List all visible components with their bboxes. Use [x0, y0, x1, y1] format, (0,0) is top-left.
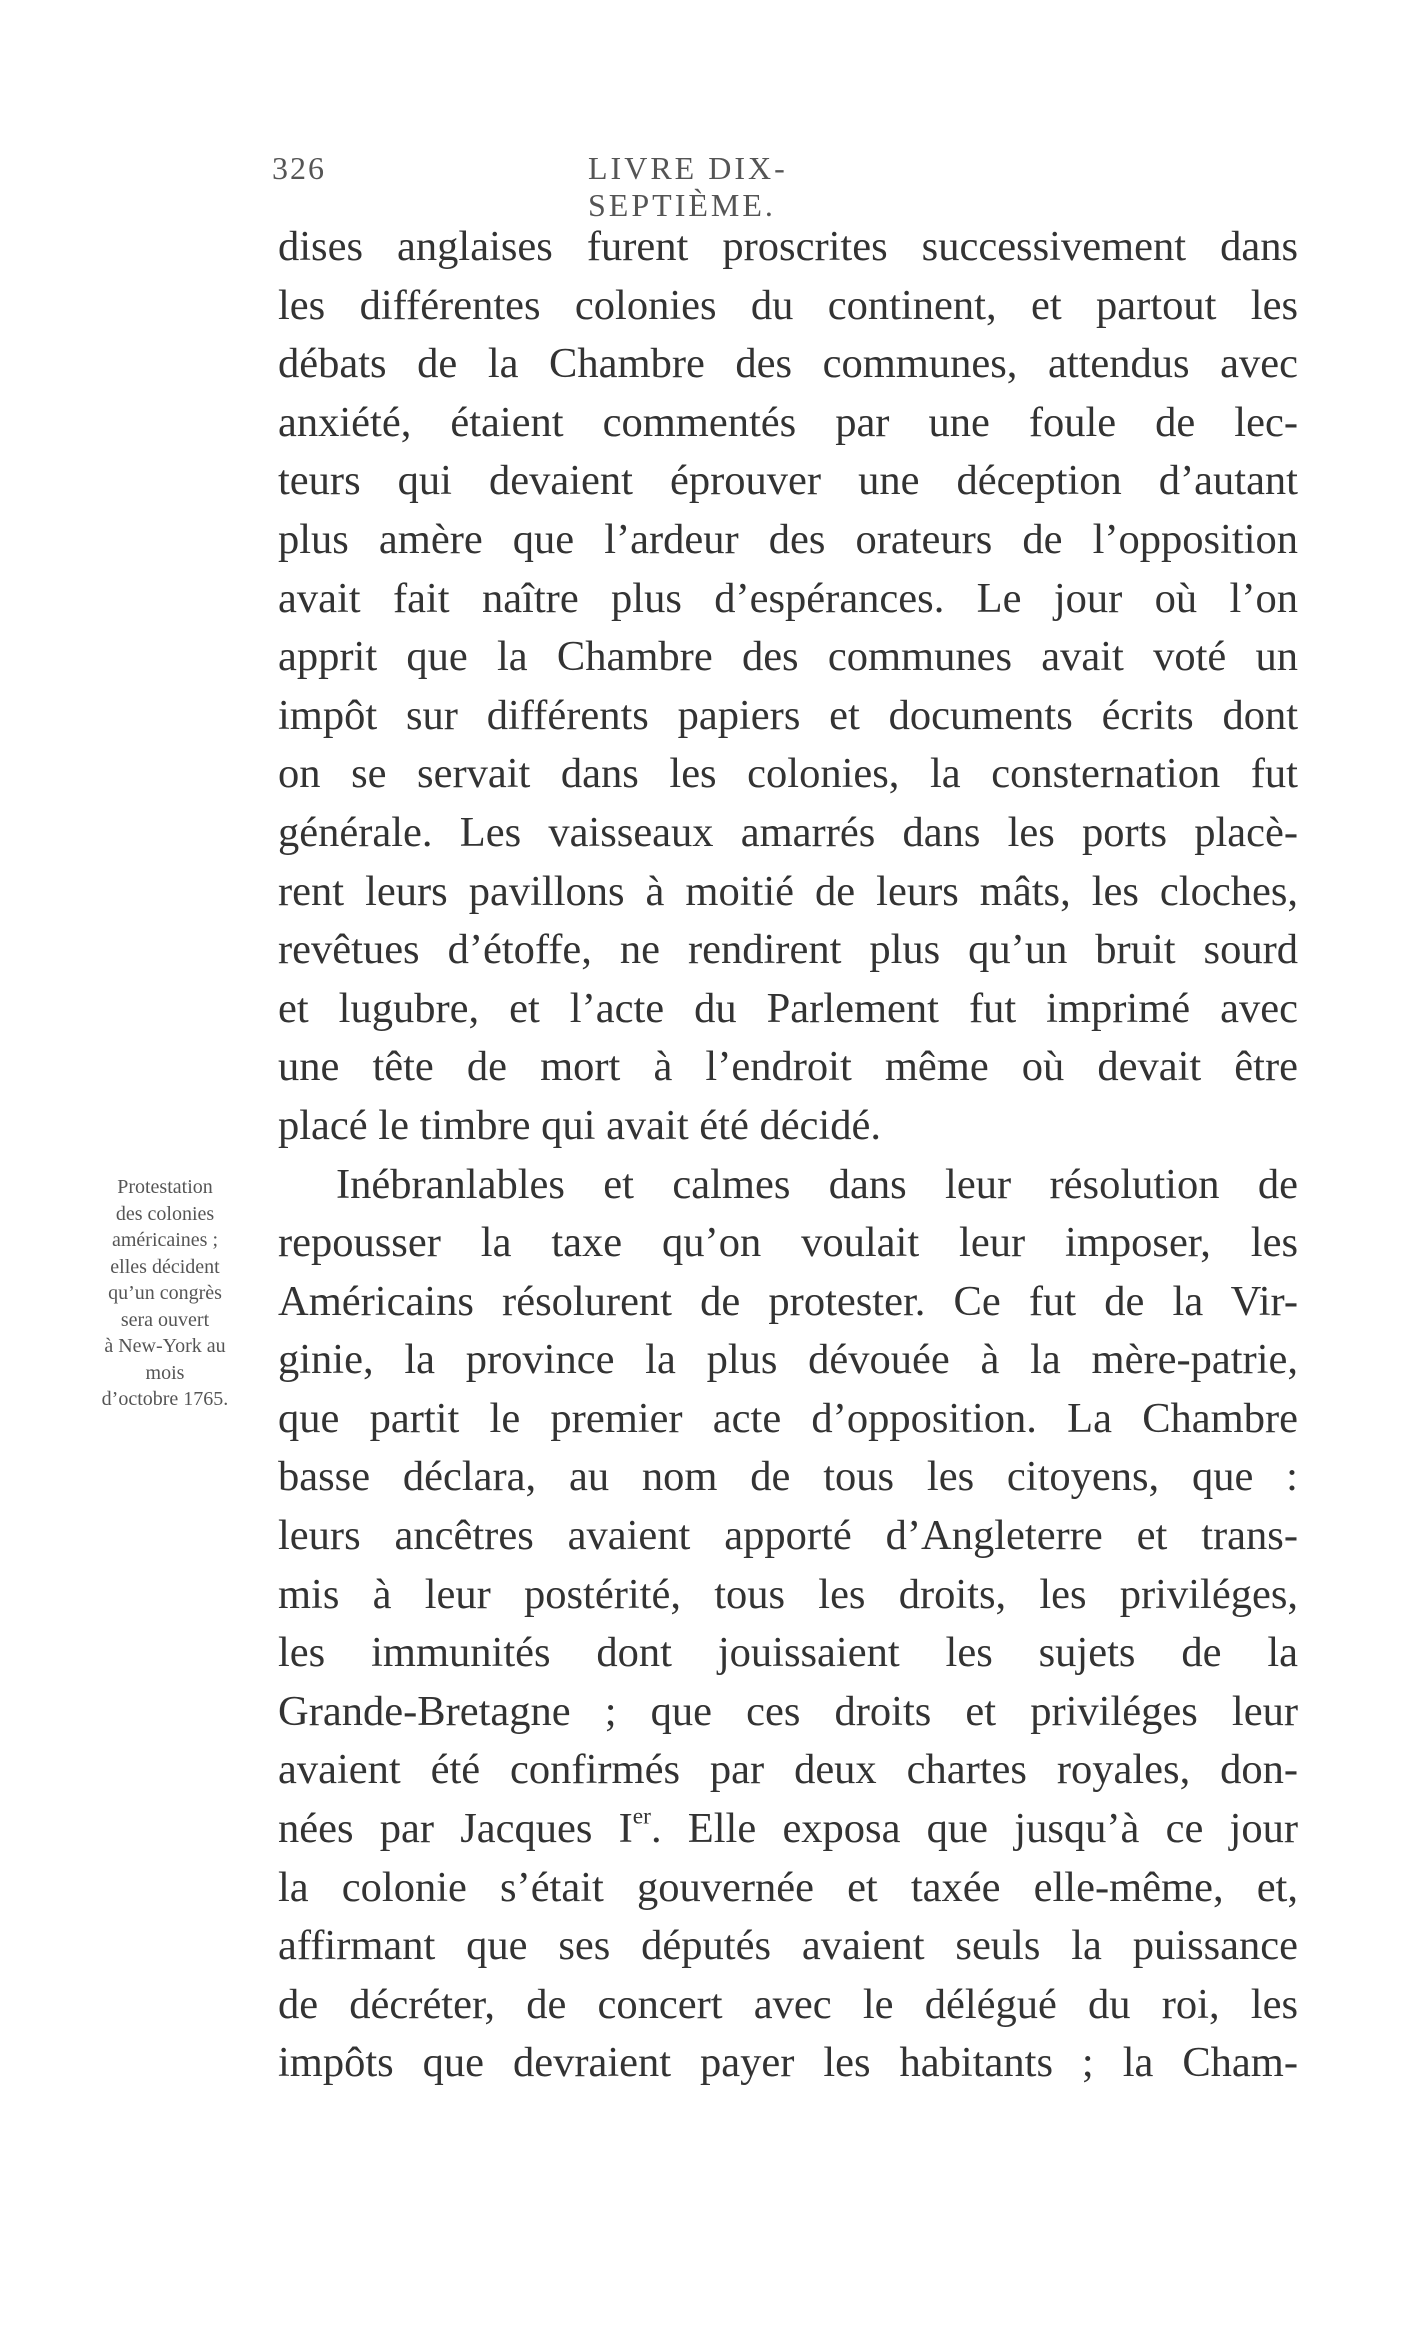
- running-title: LIVRE DIX-SEPTIÈME.: [588, 150, 788, 223]
- text-line-jacques: [278, 1800, 1298, 1859]
- text-line: la colonie s’était gouvernée et taxée elle-même, et,: [278, 1863, 1298, 1911]
- text-line: repousser la taxe qu’on voulait leur imposer, les: [278, 1219, 1298, 1267]
- margin-note-line: qu’un congrès: [108, 1282, 222, 1304]
- text-line: revêtues d’étoffe, ne rendirent plus qu’un bruit sourd: [278, 926, 1298, 974]
- text-line: une tête de mort à l’endroit même où devait être: [278, 1043, 1298, 1091]
- paragraph-start-line: Inébranlables et calmes dans leur résolution de: [336, 1160, 1298, 1208]
- margin-note-line: à New-York au: [104, 1335, 226, 1357]
- text-line: apprit que la Chambre des communes avait voté un: [278, 633, 1298, 681]
- text-line: mis à leur postérité, tous les droits, les priviléges,: [278, 1570, 1298, 1618]
- page-header: [272, 150, 972, 223]
- margin-note-line: Protestation: [117, 1176, 213, 1198]
- text-line: et lugubre, et l’acte du Parlement fut imprimé avec: [278, 984, 1298, 1032]
- text-line: impôt sur différents papiers et documents écrits dont: [278, 691, 1298, 739]
- text-line: basse déclara, au nom de tous les citoyens, que :: [278, 1453, 1298, 1501]
- text-line: Grande-Bretagne ; que ces droits et priviléges leur: [278, 1687, 1298, 1735]
- ordinal-superscript: er: [632, 1803, 651, 1830]
- text-line: avait fait naître plus d’espérances. Le jour où l’on: [278, 574, 1298, 622]
- text-line: dises anglaises furent proscrites successivement dans: [278, 223, 1298, 270]
- text-line: Américains résolurent de protester. Ce fut de la Vir-: [278, 1277, 1298, 1325]
- text-line: avaient été confirmés par deux chartes royales, don-: [278, 1746, 1298, 1794]
- margin-note-line: d’octobre 1765.: [101, 1388, 229, 1410]
- margin-note-line: sera ouvert: [120, 1308, 210, 1331]
- text-line: rent leurs pavillons à moitié de leurs mâts, les cloches,: [278, 867, 1298, 915]
- text-line: ginie, la province la plus dévouée à la mère-patrie,: [278, 1336, 1298, 1384]
- page-number: 326: [272, 150, 326, 186]
- margin-note-line: américaines ;: [111, 1229, 219, 1251]
- margin-note-line: elles décident: [110, 1255, 220, 1278]
- body-text: [278, 218, 1298, 2093]
- text-line: de décréter, de concert avec le délégué du roi, les: [278, 1980, 1298, 2028]
- text-line: plus amère que l’ardeur des orateurs de l’opposition: [278, 515, 1298, 563]
- jacques-rest: . Elle exposa que jusqu’à ce jour: [650, 1805, 1299, 1853]
- margin-note-line: des colonies: [115, 1202, 215, 1225]
- text-line: les différentes colonies du continent, et partout les: [278, 281, 1298, 329]
- text-line: affirmant que ses députés avaient seuls la puissance: [278, 1922, 1298, 1970]
- margin-note: [60, 1174, 270, 1413]
- text-line: les immunités dont jouissaient les sujets de la: [278, 1629, 1298, 1677]
- text-line: leurs ancêtres avaient apporté d’Angleterre et trans-: [278, 1512, 1298, 1560]
- text-line: générale. Les vaisseaux amarrés dans les ports placè-: [278, 808, 1298, 856]
- jacques-name: nées par Jacques I: [278, 1805, 633, 1853]
- text-line: teurs qui devaient éprouver une déception d’autant: [278, 457, 1298, 505]
- text-line: on se servait dans les colonies, la consternation fut: [278, 750, 1298, 798]
- text-line: débats de la Chambre des communes, attendus avec: [278, 340, 1298, 388]
- paragraph-end-line: placé le timbre qui avait été décidé.: [278, 1101, 881, 1149]
- text-line: anxiété, étaient commentés par une foule de lec-: [278, 398, 1298, 446]
- margin-note-line: mois: [145, 1361, 185, 1384]
- text-line: que partit le premier acte d’opposition. La Chambre: [278, 1394, 1298, 1442]
- text-line: impôts que devraient payer les habitants ; la Cham-: [278, 2039, 1298, 2087]
